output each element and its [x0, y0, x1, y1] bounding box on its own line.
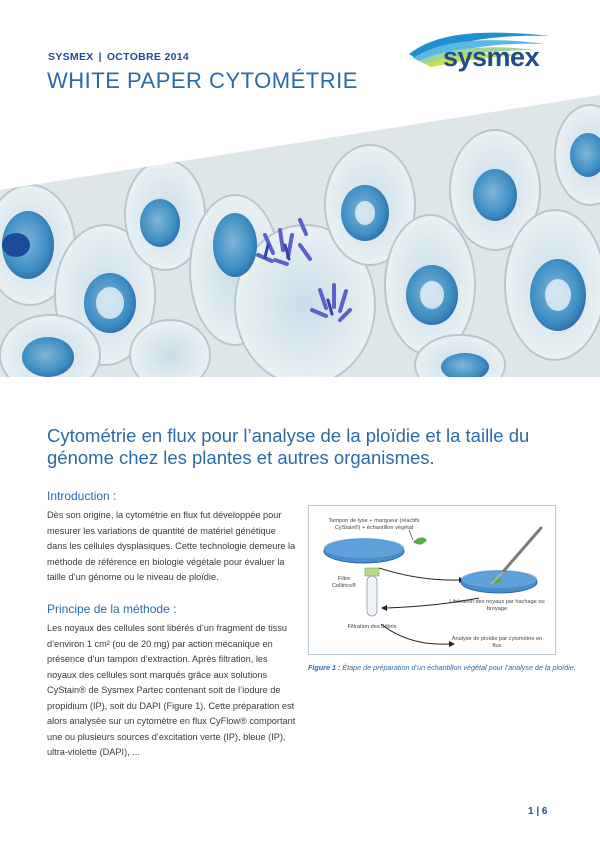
article-headline: Cytométrie en flux pour l’analyse de la ploïdie et la taille du génome chez les plantes et autres organismes. [47, 425, 530, 468]
principe-section [47, 602, 297, 761]
logo-wordmark: sysmex [443, 42, 540, 72]
hero-micrograph-image [0, 95, 600, 377]
figure-caption-label: Figure 1 : [308, 663, 341, 672]
sysmex-logo [405, 28, 555, 78]
micrograph-illustration [0, 95, 600, 377]
figure-label-liberation: Libération des noyaux par hachage ou broyage [449, 599, 545, 612]
figure-caption [308, 663, 578, 672]
principe-text: Les noyaux des cellules sont libérés d’un fragment de tissu d’environ 1 cm² (ou de 20 mg) par action mécanique en présence d’un tampon d’extraction. Après filtration, les noyaux des cellules sont marqués grâce aux solutions CyStain® de Sysmex Partec contenant soit de l’iodure de propidium (IP), soit du DAPI (Figure 1). Cette préparation est alors analysée sur un cytomètre en flux CyFlow® comportant une ou plusieurs sources d’excitation verte (IP), bleue (IP), ultra-violette (DAPI), ... [47, 623, 296, 757]
figure-1 [308, 505, 556, 655]
figure-label-filtre: Filtre Celltrics® [331, 576, 356, 589]
header-meta [48, 51, 189, 63]
figure-label-tampon: Tampon de lyse + marqueur (réactifs CyStain®) + échantillon végétal [328, 518, 420, 531]
date-label: OCTOBRE 2014 [106, 51, 190, 63]
figure-label-analyse: Analyse de ploïdie par cytométrie en flux [451, 636, 543, 649]
figure-label-filtration: Filtration des débris [347, 624, 397, 630]
page-number: 1 | 6 [528, 806, 548, 817]
principe-heading: Principe de la méthode : [47, 602, 177, 616]
figure-caption-text: Étape de préparation d’un échantillon végétal pour l’analyse de la ploïdie. [340, 663, 576, 672]
brand-label: SYSMEX [48, 51, 94, 63]
header-separator: | [98, 51, 102, 63]
introduction-heading: Introduction : [47, 489, 117, 503]
introduction-section [47, 489, 297, 586]
document-title: WHITE PAPER CYTOMÉTRIE [47, 68, 358, 93]
introduction-text: Dès son origine, la cytométrie en flux fut développée pour mesurer les variations de quantité de matériel génétique dans les cellules dysplasiques. Cette technologie demeure la méthode de référence en biologie végétale pour évaluer la taille d’un génome ou le niveau de ploïdie. [47, 510, 296, 582]
